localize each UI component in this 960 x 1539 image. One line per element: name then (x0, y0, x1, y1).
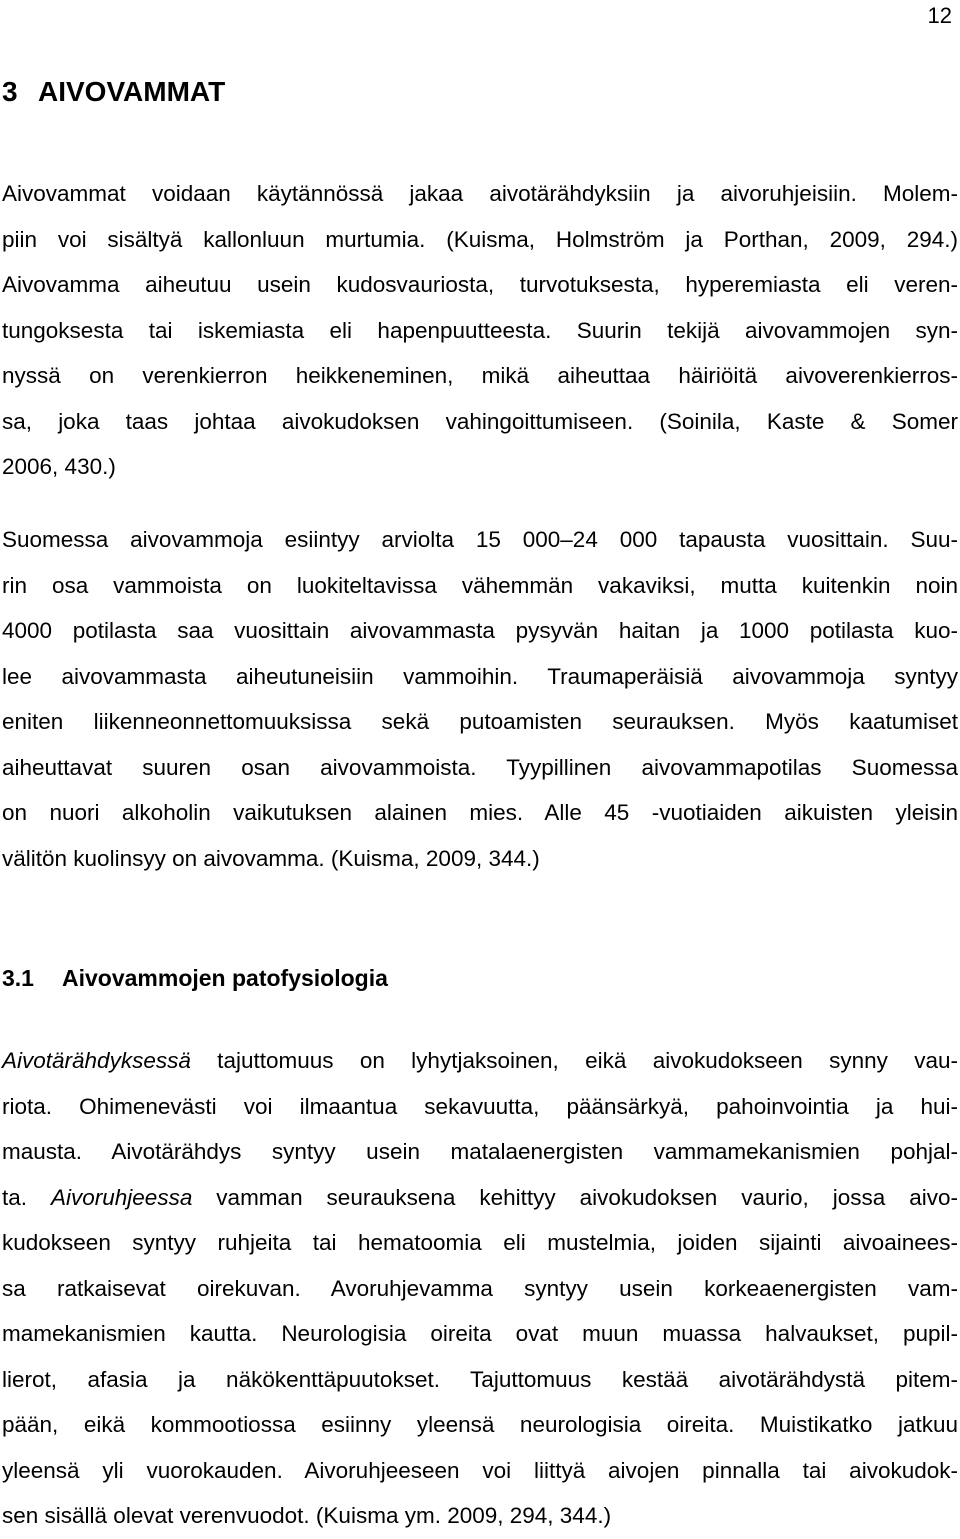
paragraph-line: Suomessa aivovammoja esiintyy arviolta 15 000–24 000 tapausta vuosittain. Suu- (2, 527, 958, 552)
paragraph-incidence (2, 517, 958, 881)
paragraph-line: lierot, afasia ja näkökenttäpuutokset. Tajuttomuus kestää aivotärähdystä pitem- (2, 1366, 958, 1392)
chapter-number: 3 (2, 76, 18, 107)
paragraph-line: mausta. Aivotärähdys syntyy usein matalaenergisten vammamekanismien pohjal- (2, 1139, 958, 1164)
paragraph-line: piin voi sisältyä kallonluun murtumia. (Kuisma, Holmström ja Porthan, 2009, 294.) (2, 226, 958, 252)
paragraph-line: sa, joka taas johtaa aivokudoksen vahingoittumiseen. (Soinila, Kaste & Somer (2, 408, 958, 434)
term-aivoruhje: Aivoruhjeessa (51, 1184, 193, 1210)
paragraph-line: aiheuttavat suuren osan aivovammoista. Tyypillinen aivovammapotilas Suomessa (2, 754, 958, 780)
section-number: 3.1 (2, 965, 34, 991)
paragraph-line: kudokseen syntyy ruhjeita tai hematoomia eli mustelmia, joiden sijainti aivoainees- (2, 1230, 958, 1255)
paragraph-line: rin osa vammoista on luokiteltavissa vähemmän vakaviksi, mutta kuitenkin noin (2, 572, 958, 598)
paragraph-line: riota. Ohimenevästi voi ilmaantua sekavuutta, päänsärkyä, pahoinvointia ja hui- (2, 1093, 958, 1119)
paragraph-line: Aivovamma aiheutuu usein kudosvauriosta, turvotuksesta, hyperemiasta eli veren- (2, 272, 958, 297)
paragraph-line: sen sisällä olevat verenvuodot. (Kuisma ym. 2009, 294, 344.) (2, 1503, 612, 1528)
paragraph-line: sa ratkaisevat oirekuvan. Avoruhjevamma syntyy usein korkeaenergisten vam- (2, 1275, 958, 1301)
chapter-title: AIVOVAMMAT (38, 76, 226, 107)
chapter-heading (2, 74, 225, 110)
paragraph-line: välitön kuolinsyy on aivovamma. (Kuisma, 2009, 344.) (2, 845, 540, 871)
section-heading (2, 960, 388, 996)
paragraph-aivovammat-intro (2, 171, 958, 490)
paragraph-line: ta. Aivoruhjeessa vamman seurauksena kehittyy aivokudoksen vaurio, jossa aivo- (2, 1184, 958, 1210)
page-number: 12 (927, 3, 952, 28)
paragraph-line: pään, eikä kommootiossa esiinny yleensä neurologisia oireita. Muistikatko jatkuu (2, 1412, 958, 1437)
term-aivotarahdys: Aivotärähdyksessä (2, 1048, 191, 1073)
paragraph-patofysiologia (2, 1038, 958, 1539)
paragraph-line: Aivovammat voidaan käytännössä jakaa aivotärähdyksiin ja aivoruhjeisiin. Molem- (2, 181, 958, 206)
paragraph-line: Aivotärähdyksessä tajuttomuus on lyhytjaksoinen, eikä aivokudokseen synny vau- (2, 1048, 958, 1073)
paragraph-line: 4000 potilasta saa vuosittain aivovammasta pysyvän haitan ja 1000 potilasta kuo- (2, 618, 958, 643)
paragraph-line: 2006, 430.) (2, 454, 116, 479)
paragraph-line: nyssä on verenkierron heikkeneminen, mikä aiheuttaa häiriöitä aivoverenkierros- (2, 363, 958, 388)
paragraph-line: lee aivovammasta aiheutuneisiin vammoihin. Traumaperäisiä aivovammoja syntyy (2, 663, 958, 689)
paragraph-line: mamekanismien kautta. Neurologisia oireita ovat muun muassa halvaukset, pupil- (2, 1321, 958, 1346)
paragraph-line: yleensä yli vuorokauden. Aivoruhjeeseen voi liittyä aivojen pinnalla tai aivokudok- (2, 1457, 958, 1483)
paragraph-line: tungoksesta tai iskemiasta eli hapenpuutteesta. Suurin tekijä aivovammojen syn- (2, 317, 958, 343)
section-title: Aivovammojen patofysiologia (62, 965, 388, 991)
paragraph-line: eniten liikenneonnettomuuksissa sekä putoamisten seurauksen. Myös kaatumiset (2, 709, 958, 734)
paragraph-line: on nuori alkoholin vaikutuksen alainen mies. Alle 45 -vuotiaiden aikuisten yleisin (2, 800, 958, 825)
